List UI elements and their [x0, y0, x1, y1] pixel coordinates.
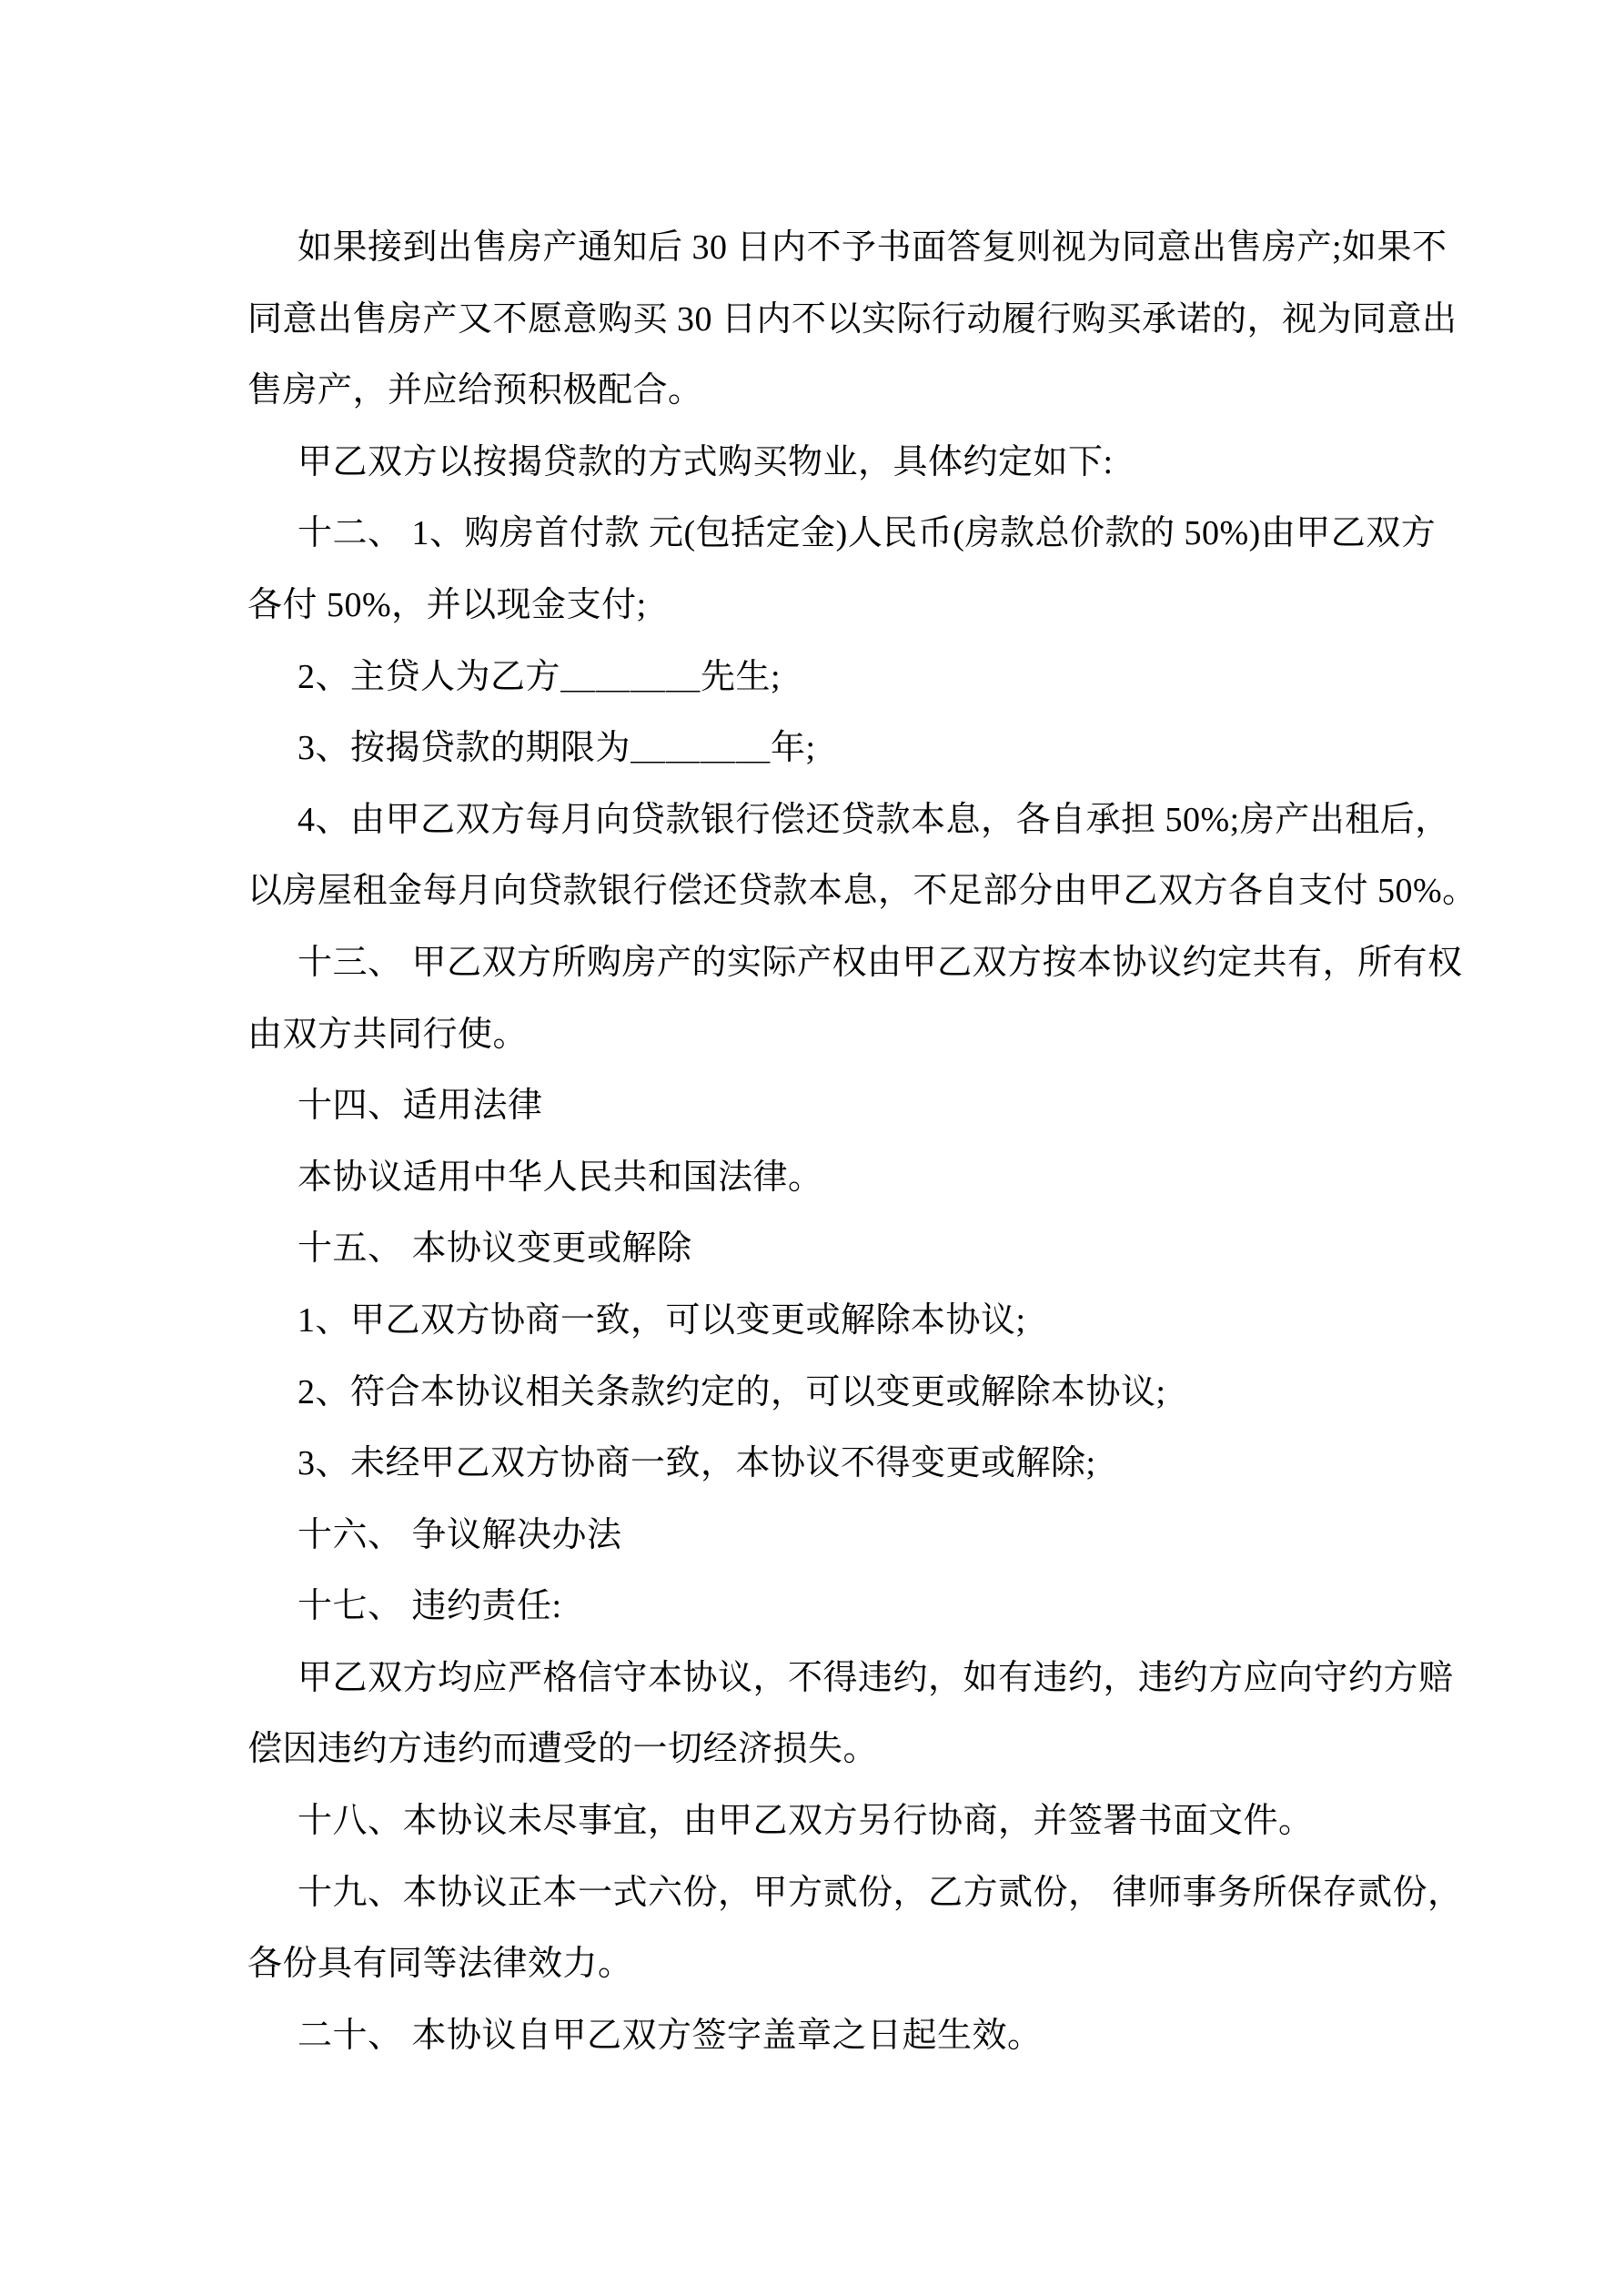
text-line: 以房屋租金每月向贷款银行偿还贷款本息，不足部分由甲乙双方各自支付 50%。 [247, 872, 1478, 911]
text-line: 各付 50%，并以现金支付; [247, 585, 647, 624]
text-line: 甲乙双方以按揭贷款的方式购买物业，具体约定如下: [298, 442, 1114, 481]
text-line: 2、主贷人为乙方＿＿＿＿先生; [298, 657, 782, 696]
text-line: 偿因违约方违约而遭受的一切经济损失。 [247, 1730, 879, 1769]
text-line: 二十、 本协议自甲乙双方签字盖章之日起生效。 [298, 2016, 1043, 2055]
document-body [247, 212, 1478, 2071]
text-line: 十二、 1、购房首付款 元(包括定金)人民币(房款总价款的 50%)由甲乙双方 [298, 514, 1437, 553]
text-line: 十九、本协议正本一式六份，甲方贰份，乙方贰份， 律师事务所保存贰份， [298, 1873, 1463, 1912]
text-line: 甲乙双方均应严格信守本协议，不得违约，如有违约，违约方应向守约方赔 [298, 1658, 1454, 1697]
text-line: 3、未经甲乙双方协商一致，本协议不得变更或解除; [298, 1444, 1096, 1483]
text-line: 十八、本协议未尽事宜，由甲乙双方另行协商，并签署书面文件。 [298, 1802, 1314, 1841]
text-line: 十七、 违约责任: [298, 1587, 562, 1626]
text-line: 由双方共同行使。 [247, 1015, 529, 1054]
text-line: 1、甲乙双方协商一致，可以变更或解除本协议; [298, 1300, 1026, 1340]
text-line: 本协议适用中华人民共和国法律。 [298, 1158, 823, 1197]
text-line: 各份具有同等法律效力。 [247, 1945, 633, 1984]
text-line: 4、由甲乙双方每月向贷款银行偿还贷款本息，各自承担 50%;房产出租后， [298, 800, 1450, 839]
text-line: 如果接到出售房产通知后 30 日内不予书面答复则视为同意出售房产;如果不 [298, 228, 1447, 267]
text-line: 十五、 本协议变更或解除 [298, 1229, 692, 1269]
text-line: 十三、 甲乙双方所购房产的实际产权由甲乙双方按本协议约定共有，所有权 [298, 943, 1463, 982]
text-line: 3、按揭贷款的期限为＿＿＿＿年; [298, 729, 816, 768]
text-line: 十四、适用法律 [298, 1087, 543, 1126]
text-line: 十六、 争议解决办法 [298, 1515, 622, 1554]
text-line: 2、符合本协议相关条款约定的，可以变更或解除本协议; [298, 1372, 1166, 1411]
text-line: 售房产，并应给预积极配合。 [247, 371, 703, 410]
text-line: 同意出售房产又不愿意购买 30 日内不以实际行动履行购买承诺的，视为同意出 [247, 299, 1458, 339]
